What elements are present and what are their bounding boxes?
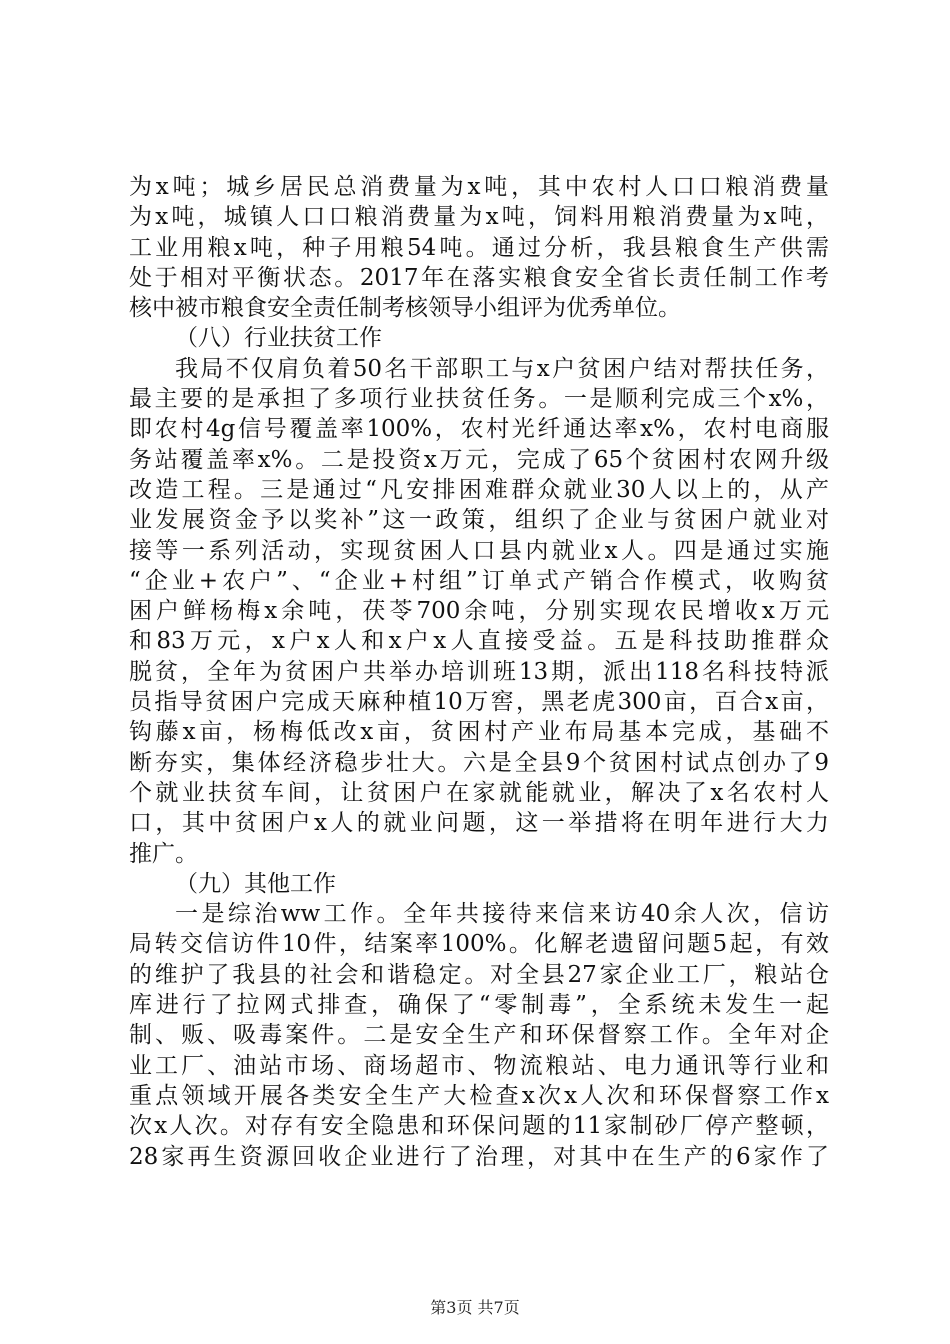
text-line: 困户鲜杨梅x余吨，茯苓700余吨，分别实现农民增收x万元 — [129, 598, 829, 625]
text-line: 处于相对平衡状态。2017年在落实粮食安全省长责任制工作考 — [129, 264, 829, 291]
text-line: 改造工程。三是通过“凡安排困难群众就业30人以上的，从产 — [129, 476, 829, 503]
text-line: 的维护了我县的社会和谐稳定。对全县27家企业工厂，粮站仓 — [129, 961, 829, 988]
text-line: 次x人次。对存有安全隐患和环保问题的11家制砂厂停产整顿， — [129, 1113, 829, 1140]
text-line: 为x吨；城乡居民总消费量为x吨，其中农村人口口粮消费量 — [129, 174, 829, 200]
text-line: 钩藤x亩，杨梅低改x亩，贫困村产业布局基本完成，基础不 — [129, 719, 829, 746]
text-line: 28家再生资源回收企业进行了治理，对其中在生产的6家作了 — [129, 1143, 829, 1170]
text-line: 推广。 — [129, 840, 198, 867]
text-line: 一是综治ww工作。全年共接待来信来访40余人次，信访 — [175, 901, 829, 928]
text-line: 业工厂、油站市场、商场超市、物流粮站、电力通讯等行业和 — [129, 1052, 829, 1079]
text-line: 核中被市粮食安全责任制考核领导小组评为优秀单位。 — [129, 295, 681, 322]
text-line: 为x吨，城镇人口口粮消费量为x吨，饲料用粮消费量为x吨， — [129, 204, 829, 231]
text-line: 断夯实，集体经济稳步壮大。六是全县9个贫困村试点创办了9 — [129, 749, 829, 776]
section-heading-8: （八）行业扶贫工作 — [175, 325, 382, 352]
text-line: 工业用粮x吨，种子用粮54吨。通过分析，我县粮食生产供需 — [129, 234, 829, 261]
text-line: 库进行了拉网式排查，确保了“零制毒”，全系统未发生一起 — [129, 992, 829, 1019]
page-number-footer: 第3页 共7页 — [430, 1298, 520, 1317]
text-line: 我局不仅肩负着50名干部职工与x户贫困户结对帮扶任务， — [175, 355, 829, 382]
text-line: 口，其中贫困户x人的就业问题，这一举措将在明年进行大力 — [129, 810, 829, 837]
text-line: 脱贫，全年为贫困户共举办培训班13期，派出118名科技特派 — [129, 658, 829, 685]
section-heading-9: （九）其他工作 — [175, 870, 336, 897]
text-line: 个就业扶贫车间，让贫困户在家就能就业，解决了x名农村人 — [129, 779, 829, 806]
text-line: 接等一系列活动，实现贫困人口县内就业x人。四是通过实施 — [129, 537, 829, 564]
text-line: 务站覆盖率x%。二是投资x万元，完成了65个贫困村农网升级 — [129, 446, 829, 473]
text-line: 局转交信访件10件，结案率100%。化解老遗留问题5起，有效 — [129, 931, 829, 958]
text-line: 制、贩、吸毒案件。二是安全生产和环保督察工作。全年对企 — [129, 1022, 829, 1049]
text-line: 员指导贫困户完成天麻种植10万窖，黑老虎300亩，百合x亩， — [129, 689, 829, 716]
text-line: 即农村4g信号覆盖率100%，农村光纤通达率x%，农村电商服 — [129, 416, 829, 443]
text-line: 最主要的是承担了多项行业扶贫任务。一是顺利完成三个x%， — [129, 386, 829, 413]
document-body — [129, 172, 829, 1172]
text-line: 和83万元，x户x人和x户x人直接受益。五是科技助推群众 — [129, 628, 829, 655]
text-line: 重点领域开展各类安全生产大检查x次x人次和环保督察工作x — [129, 1082, 829, 1109]
text-line: “企业+农户”、“企业+村组”订单式产销合作模式，收购贫 — [129, 567, 829, 594]
text-line: 业发展资金予以奖补”这一政策，组织了企业与贫困户就业对 — [129, 507, 829, 534]
